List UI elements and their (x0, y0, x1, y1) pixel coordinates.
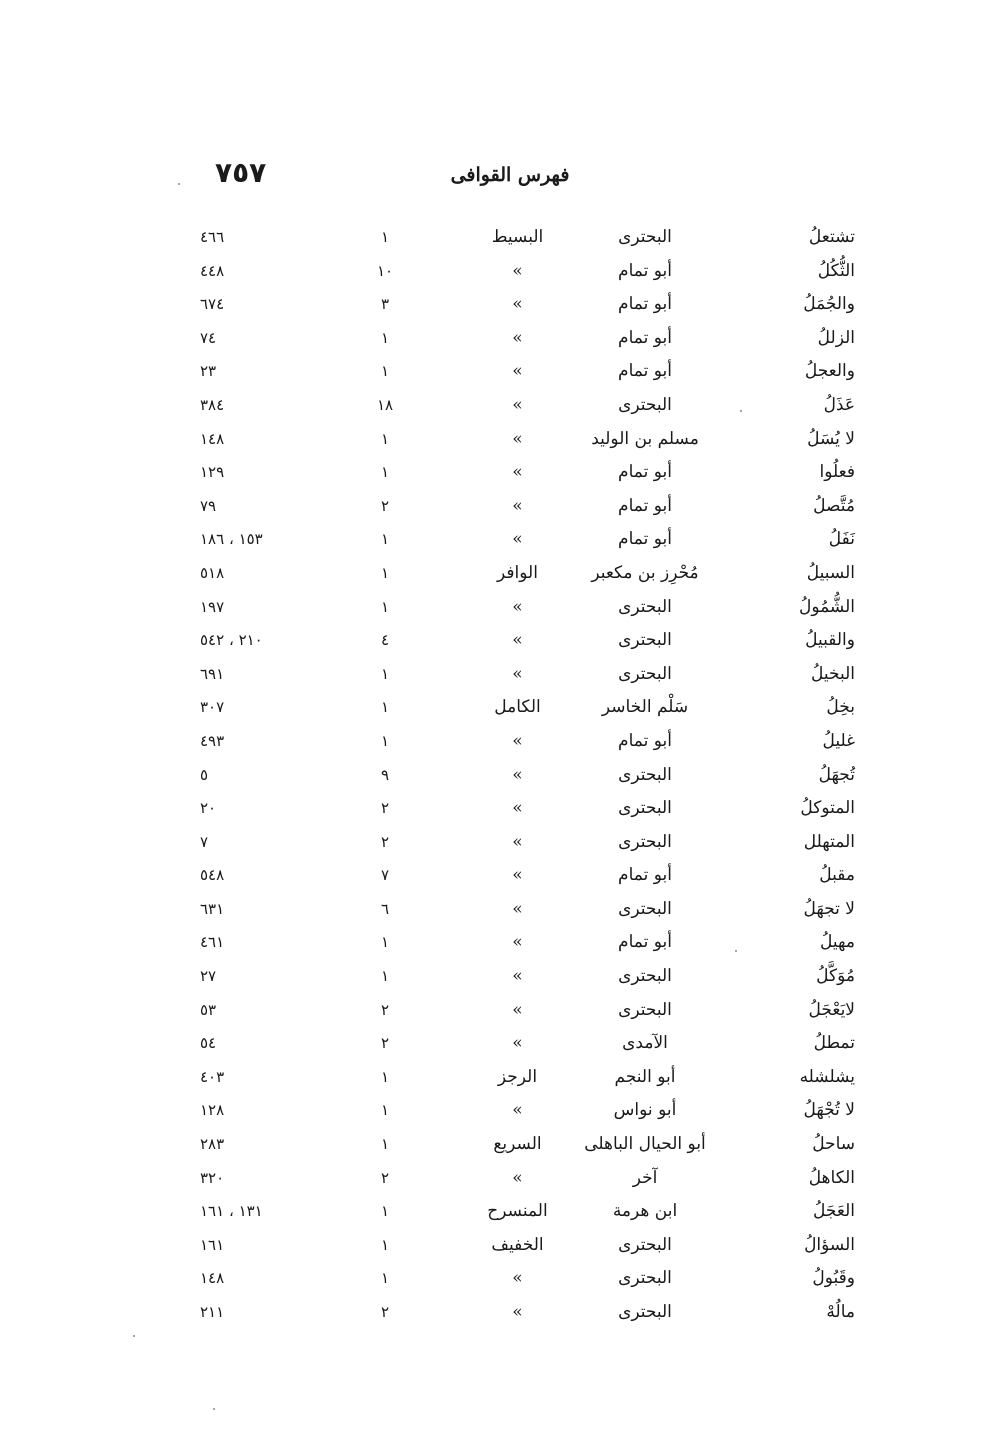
verse-count: ١ (380, 228, 390, 246)
page-references: ٢١١ (200, 1303, 225, 1321)
table-row (0, 221, 1005, 255)
verse-count: ١٨ (376, 395, 394, 414)
page-references: ٥١٨ (200, 563, 225, 582)
page-references: ١٥٣ ، ١٨٦ (200, 530, 263, 549)
meter-name: » (512, 1268, 523, 1289)
meter-name: » (512, 495, 523, 516)
verse-count: ٢ (380, 1303, 390, 1321)
verse-count: ١ (380, 1202, 390, 1221)
verse-count: ١ (380, 1269, 390, 1288)
rhyme-word: السؤالُ (804, 1234, 855, 1255)
poet-name: البحترى (618, 764, 672, 785)
poet-name: أبو تمام (618, 495, 672, 516)
poet-name: البحترى (618, 1268, 672, 1289)
scan-speck (735, 950, 737, 952)
meter-name: » (512, 663, 523, 684)
verse-count: ٢ (380, 799, 390, 818)
meter-name: » (512, 294, 523, 315)
verse-count: ٢ (380, 1034, 390, 1053)
table-row (0, 994, 1005, 1028)
table-row (0, 1195, 1005, 1229)
rhyme-word: مُتَّصلُ (813, 495, 855, 516)
table-row (0, 826, 1005, 860)
rhyme-word: والعجلُ (804, 361, 855, 382)
verse-count: ٧ (380, 866, 390, 885)
poet-name: أبو تمام (618, 462, 672, 483)
page-references: ٤٩٣ (200, 731, 225, 750)
poet-name: أبو تمام (618, 730, 672, 751)
verse-count: ٢ (380, 1000, 390, 1019)
page-references: ١٦١ (200, 1235, 225, 1254)
page-references: ٧٤ (200, 328, 217, 347)
poet-name: آخر (632, 1167, 658, 1188)
poet-name: البحترى (618, 630, 672, 651)
rhyme-word: عَذَلُ (823, 394, 855, 415)
page-references: ٥ (200, 765, 209, 784)
table-row (0, 490, 1005, 524)
page-title: فهرس القوافى (450, 164, 570, 186)
rhyme-word: ساحلُ (812, 1134, 855, 1155)
table-row (0, 288, 1005, 322)
table-row (0, 255, 1005, 289)
table-row (0, 792, 1005, 826)
table-row (0, 591, 1005, 625)
page-references: ٤٦١ (200, 933, 225, 952)
meter-name: الخفيف (491, 1234, 544, 1255)
page-references: ١٣١ ، ١٦١ (200, 1202, 263, 1221)
verse-count: ١ (380, 362, 390, 381)
table-row (0, 725, 1005, 759)
meter-name: » (512, 394, 523, 415)
poet-name: سَلْم الخاسر (601, 697, 689, 718)
poet-name: أبو تمام (618, 327, 672, 348)
page-number: ٧٥٧ (215, 156, 267, 189)
page-references: ٢١٠ ، ٥٤٢ (200, 631, 263, 650)
verse-count: ٢ (380, 1168, 390, 1187)
verse-count: ١ (380, 1235, 390, 1254)
verse-count: ١ (380, 1101, 390, 1120)
meter-name: » (512, 730, 523, 751)
meter-name: » (512, 865, 523, 886)
rhyme-word: العَجَلُ (813, 1201, 855, 1222)
poet-name: الآمدى (622, 1033, 668, 1054)
rhyme-word: تُجهَلُ (818, 764, 855, 785)
rhyme-word: السبيلُ (806, 562, 855, 583)
rhyme-word: المتهلل (803, 831, 855, 852)
page-references: ٥٤ (200, 1034, 217, 1053)
rhyme-word: مقبلُ (819, 865, 855, 886)
table-row (0, 456, 1005, 490)
page-references: ٢٧ (200, 967, 217, 986)
rhyme-word: والقبيلُ (805, 630, 855, 651)
verse-count: ١ (380, 1135, 390, 1154)
meter-name: المنسرح (487, 1201, 548, 1222)
meter-name: » (512, 831, 523, 852)
page-references: ٣٢٠ (200, 1168, 225, 1187)
meter-name: » (512, 1033, 523, 1054)
poet-name: مسلم بن الوليد (591, 428, 699, 449)
page-references: ٦٩١ (200, 664, 225, 683)
table-row (0, 1229, 1005, 1263)
poet-name: البحترى (618, 1302, 672, 1322)
table-row (0, 1162, 1005, 1196)
poet-name: البحترى (618, 898, 672, 919)
meter-name: الرجز (497, 1066, 538, 1087)
verse-count: ١ (380, 597, 390, 616)
poet-name: البحترى (618, 966, 672, 987)
rhyme-word: تمطلُ (813, 1033, 855, 1054)
rhyme-word: لايَعْجَلُ (808, 999, 855, 1020)
rhyme-word: البخيلُ (810, 663, 855, 684)
verse-count: ١٠ (376, 261, 394, 280)
rhyme-word: الثُّكُلُ (817, 260, 855, 281)
rhyme-word: الزللُ (817, 327, 855, 348)
meter-name: » (512, 999, 523, 1020)
page-references: ٢٠ (200, 799, 217, 818)
table-row (0, 691, 1005, 725)
scan-speck (133, 1335, 135, 1337)
verse-count: ١ (380, 664, 390, 683)
meter-name: » (512, 1302, 523, 1322)
verse-count: ١ (380, 698, 390, 717)
meter-name: » (512, 260, 523, 281)
table-row (0, 523, 1005, 557)
rhyme-word: تشتعلُ (808, 227, 855, 247)
meter-name: » (512, 630, 523, 651)
meter-name: الكامل (494, 697, 541, 718)
table-row (0, 423, 1005, 457)
rhyme-word: الشُّمُولُ (798, 596, 855, 617)
meter-name: » (512, 596, 523, 617)
page-references: ٤٦٦ (200, 228, 225, 246)
meter-name: » (512, 764, 523, 785)
poet-name: أبو تمام (618, 361, 672, 382)
table-row (0, 926, 1005, 960)
rhyme-word: لا يُسَلُ (807, 428, 855, 449)
meter-name: » (512, 932, 523, 953)
page-references: ٤٠٣ (200, 1067, 225, 1086)
poet-name: البحترى (618, 227, 672, 247)
rhyme-word: وقَبُولُ (812, 1268, 855, 1289)
verse-count: ٤ (380, 631, 390, 650)
verse-count: ١ (380, 530, 390, 549)
rhyme-word: يشلشله (799, 1066, 855, 1087)
poet-name: أبو تمام (618, 260, 672, 281)
page-references: ١٩٧ (200, 597, 225, 616)
page-references: ٧٩ (200, 496, 217, 515)
verse-count: ١ (380, 1067, 390, 1086)
meter-name: السريع (493, 1134, 542, 1155)
table-row (0, 1262, 1005, 1296)
poet-name: البحترى (618, 798, 672, 819)
page-references: ١٢٨ (200, 1101, 225, 1120)
rhyme-word: بخِلُ (826, 697, 855, 718)
verse-count: ٩ (380, 765, 390, 784)
meter-name: » (512, 966, 523, 987)
page-references: ٣٠٧ (200, 698, 225, 717)
verse-count: ٦ (380, 899, 390, 918)
table-row (0, 658, 1005, 692)
poet-name: البحترى (618, 394, 672, 415)
rhyme-word: لا تجهَلُ (803, 898, 855, 919)
table-row (0, 624, 1005, 658)
meter-name: » (512, 898, 523, 919)
rhyme-index-table (0, 221, 1005, 1330)
meter-name: » (512, 798, 523, 819)
poet-name: البحترى (618, 663, 672, 684)
meter-name: » (512, 1167, 523, 1188)
meter-name: » (512, 462, 523, 483)
poet-name: أبو الحيال الباهلى (584, 1134, 706, 1155)
scan-speck (213, 1408, 215, 1410)
page-references: ٦٧٤ (200, 295, 225, 314)
page-references: ١٤٨ (200, 429, 225, 448)
table-row (0, 893, 1005, 927)
poet-name: أبو تمام (618, 932, 672, 953)
poet-name: البحترى (618, 1234, 672, 1255)
table-row (0, 1061, 1005, 1095)
poet-name: أبو النجم (614, 1066, 676, 1087)
meter-name: » (512, 327, 523, 348)
meter-name: البسيط (491, 227, 544, 247)
rhyme-word: غليلُ (822, 730, 855, 751)
verse-count: ١ (380, 563, 390, 582)
page-references: ١٢٩ (200, 463, 225, 482)
poet-name: البحترى (618, 831, 672, 852)
verse-count: ١ (380, 967, 390, 986)
page-references: ٥٣ (200, 1000, 217, 1019)
table-row (0, 759, 1005, 793)
poet-name: البحترى (618, 596, 672, 617)
verse-count: ٢ (380, 496, 390, 515)
table-row (0, 1094, 1005, 1128)
rhyme-word: مهيلُ (820, 932, 855, 953)
poet-name: أبو نواس (613, 1100, 677, 1121)
table-row (0, 322, 1005, 356)
poet-name: البحترى (618, 999, 672, 1020)
meter-name: الوافر (497, 562, 538, 583)
scan-speck (178, 183, 180, 185)
meter-name: » (512, 529, 523, 550)
verse-count: ١ (380, 328, 390, 347)
page-references: ٤٤٨ (200, 261, 225, 280)
rhyme-word: فعلُوا (819, 462, 855, 483)
table-row (0, 960, 1005, 994)
table-row (0, 1128, 1005, 1162)
scan-speck (740, 410, 742, 412)
verse-count: ١ (380, 463, 390, 482)
verse-count: ١ (380, 429, 390, 448)
table-row (0, 1296, 1005, 1330)
verse-count: ٣ (380, 295, 390, 314)
page-references: ٦٣١ (200, 899, 225, 918)
verse-count: ١ (380, 933, 390, 952)
meter-name: » (512, 428, 523, 449)
table-row (0, 557, 1005, 591)
table-row (0, 389, 1005, 423)
rhyme-word: لا تُجْهَلُ (803, 1100, 855, 1121)
rhyme-word: مالُهْ (826, 1302, 855, 1322)
rhyme-word: مُوَكَّلُ (816, 966, 855, 987)
page-references: ٢٣ (200, 362, 217, 381)
rhyme-word: والجُمَلُ (803, 294, 855, 315)
verse-count: ٢ (380, 832, 390, 851)
page-references: ٥٤٨ (200, 866, 225, 885)
poet-name: أبو تمام (618, 294, 672, 315)
meter-name: » (512, 1100, 523, 1121)
table-row (0, 859, 1005, 893)
rhyme-word: نَفَلُ (828, 529, 855, 550)
poet-name: أبو تمام (618, 865, 672, 886)
rhyme-word: المتوكلُ (800, 798, 855, 819)
verse-count: ١ (380, 731, 390, 750)
page-references: ١٤٨ (200, 1269, 225, 1288)
table-row (0, 355, 1005, 389)
meter-name: » (512, 361, 523, 382)
table-row (0, 1027, 1005, 1061)
page-references: ٣٨٤ (200, 395, 225, 414)
page-references: ٢٨٣ (200, 1135, 225, 1154)
poet-name: مُحْرِز بن مكعبر (591, 562, 699, 583)
page-references: ٧ (200, 832, 209, 851)
poet-name: ابن هرمة (612, 1201, 678, 1222)
poet-name: أبو تمام (618, 529, 672, 550)
rhyme-word: الكاهلُ (808, 1167, 855, 1188)
